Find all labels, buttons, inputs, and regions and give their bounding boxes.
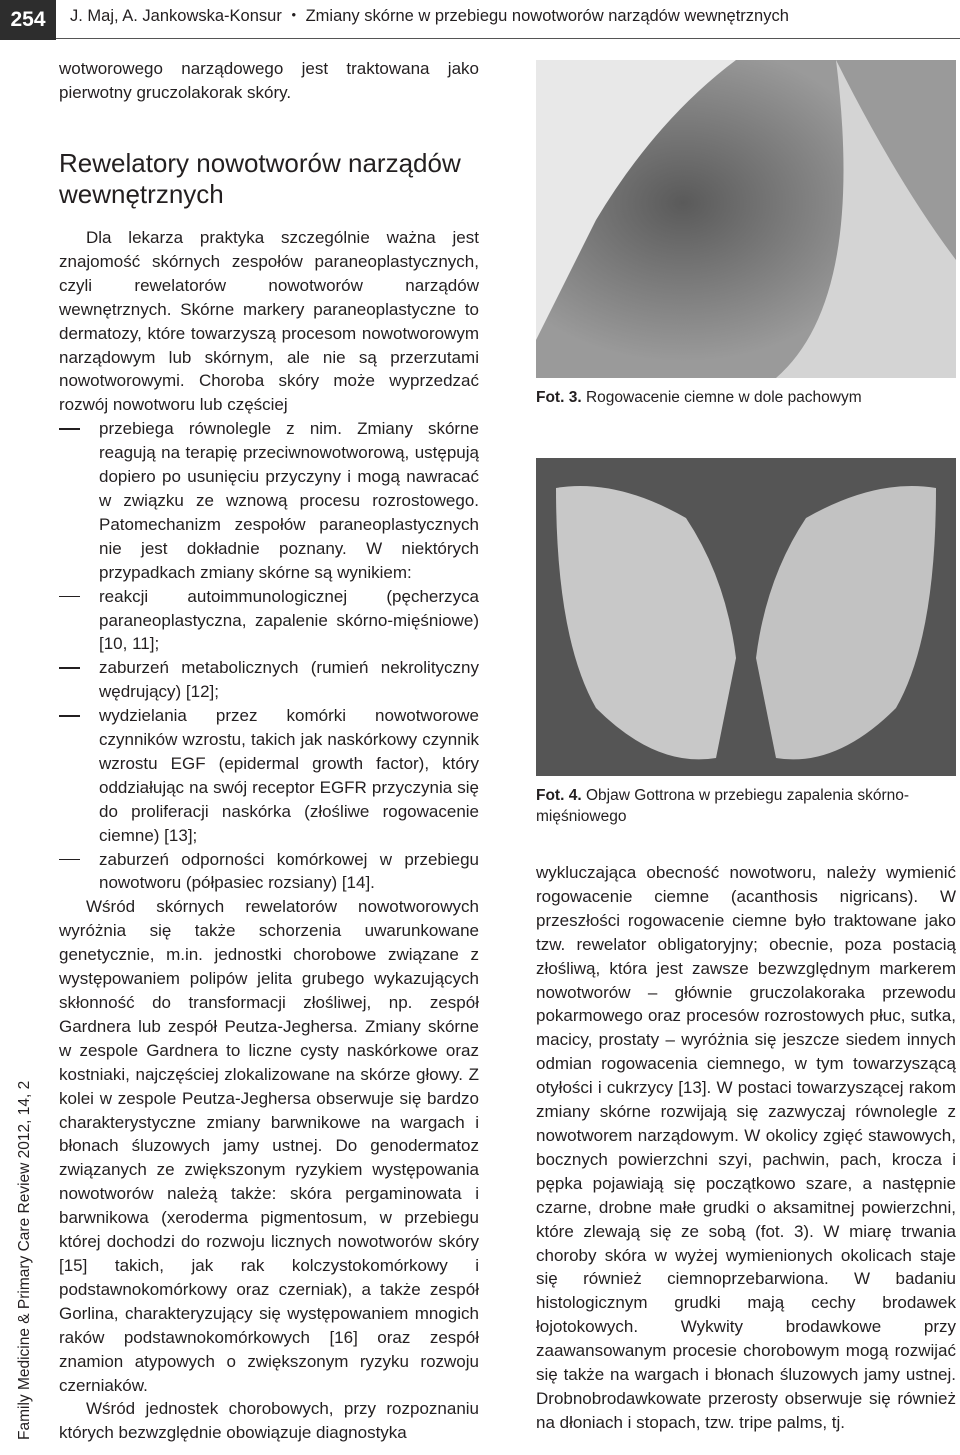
list-item: wydzielania przez komórki nowotworowe czynników wzrostu, takich jak naskórkowy czynnik wzrostu EGF (epidermal growth factor), który oddziałując na swój receptor EGFR przyczynia się do proliferacji naskórka (złośliwe rogowacenie ciemne) [13];: [59, 704, 479, 847]
dash-continuation: [59, 417, 479, 584]
figure-4-caption: [536, 785, 956, 827]
section-heading: Rewelatory nowotworów narządów wewnętrznych: [59, 148, 461, 209]
axilla-photo-placeholder: [536, 60, 956, 378]
left-body: [59, 226, 479, 1445]
dash-item: przebiega równolegle z nim. Zmiany skórne reagują na terapię przeciwnowotworową, ustępują dopiero po usunięciu przyczyny i mogą nawracać w związku ze wznową procesu rozrostowego. Patomechanizm zespołów paraneoplastycznych nie jest dokładnie poznany. W niektórych przypadkach zmiany skórne są wynikiem:: [59, 417, 479, 584]
page-number: 254: [0, 0, 56, 40]
body-paragraph: wykluczająca obecność nowotworu, należy wymienić rogowacenie ciemne (acanthosis nigricans). W przeszłości rogowacenie ciemne było traktowane jako tzw. rewelator obligatoryjny; obecnie, poza postacią złośliwą, która jest zawsze bezwzględnym markerem nowotworów – głównie gruczolakoraka przewodu pokarmowego oraz procesów rozrostowych płuc, sutka, macicy, prostaty – wyróżnia się jeszcze siedem innych odmian rogowacenia ciemnego, w tym towarzyszącą otyłości i cukrzycy [13]. W postaci towarzyszącej rakom zmiany skórne rozwijają się zazwyczaj równolegle z nowotworem narządowym. W okolicy zgięć stawowych, bocznych powierzchni szyi, pachwin, pach, krocza i pępka pojawiają się początkowo szare, a następnie czarne, drobne małe grudki o aksamitnej powierzchni, które zlewają się ze sobą (fot. 3). W miarę trwania choroby skóra w wyżej wymienionych okolicach staje się również ciemnoprzebarwiona. W badaniu histologicznym grudki mają cechy brodawek łojotokowych. Wykwity brodawkowe przy zaawansowanym procesie chorobowym mogą rozwijać się także na wargach i błonach śluzowych jamy ustnej. Drobnobrodawkowate przerosty obserwuje się również na dłoniach i stopach, tzw. tripe palms, tj.: [536, 863, 956, 1432]
figure-3-caption: [536, 387, 956, 408]
body-paragraph: Dla lekarza praktyka szczególnie ważna jest znajomość skórnych zespołów paraneoplastycznych, czyli rewelatorów nowotworów narządów wewnętrznych. Skórne markery paraneoplastyczne to dermatozy, które towarzyszą procesom nowotworowym narządowym lub skórnym, ale nie są przerzutami nowotworowymi. Choroba skóry może wyprzedzać rozwój nowotworu lub częściej: [59, 228, 479, 415]
header-rule: [56, 38, 960, 39]
running-head-title: Zmiany skórne w przebiegu nowotworów narządów wewnętrznych: [305, 7, 789, 25]
figure-4-label: Fot. 4.: [536, 787, 582, 804]
lead-paragraph: [59, 57, 479, 105]
running-head: [70, 7, 789, 26]
page-header: [0, 0, 960, 40]
running-head-authors: J. Maj, A. Jankowska-Konsur: [70, 7, 282, 25]
list-item: zaburzeń odporności komórkowej w przebiegu nowotworu (półpasiec rozsiany) [14].: [59, 848, 479, 896]
journal-sidebar: Family Medicine & Primary Care Review 2012, 14, 2: [16, 1080, 33, 1440]
lead-text: wotworowego narządowego jest traktowana jako pierwotny gruczolakorak skóry.: [59, 59, 479, 102]
figure-4-caption-text: Objaw Gottrona w przebiegu zapalenia skórno-mięśniowego: [536, 787, 910, 825]
figure-3-photo: [536, 60, 956, 378]
figure-4-photo: [536, 458, 956, 776]
running-head-separator: •: [291, 7, 296, 22]
list-item: reakcji autoimmunologicznej (pęcherzyca paraneoplastyczna, zapalenie skórno-mięśniowe) [10, 11];: [59, 585, 479, 657]
list-item: zaburzeń metabolicznych (rumień nekrolityczny wędrujący) [12];: [59, 656, 479, 704]
body-paragraph: Wśród skórnych rewelatorów nowotworowych wyróżnia się także schorzenia uwarunkowane genetycznie, m.in. jednostki chorobowe związane z występowaniem polipów jelita grubego wykazujących skłonność do transformacji złośliwej, np. zespół Gardnera lub zespół Peutza-Jeghersa. Zmiany skórne w zespole Gardnera to liczne cysty naskórkowe oraz kostniaki, najczęściej zlokalizowane na skórze głowy. Z kolei w zespole Peutza-Jeghersa obserwuje się bardzo charakterystyczne zmiany barwnikowe na wargach i błonach śluzowych jamy ustnej. Do genodermatoz związanych ze zwiększonym ryzykiem występowania nowotworów należą także: skóra pergaminowata i barwnikowa (xeroderma pigmentosum, w przebiegu której dochodzi do rozwoju licznych nowotworów skóry [15] takich, jak rak kolczystokomórkowy i podstawnokomórkowy oraz czerniak), a także zespół Gorlina, charakteryzujący się występowaniem mnogich raków podstawnokomórkowych [16] oraz zespół znamion atypowych o zwiększonym ryzyku rozwoju czerniaków.: [59, 897, 479, 1395]
figure-3-label: Fot. 3.: [536, 389, 582, 406]
body-paragraph: Wśród jednostek chorobowych, przy rozpoznaniu których bezwzględnie obowiązuje diagnostyka: [59, 1399, 479, 1443]
mechanism-list: [59, 585, 479, 896]
hands-photo-placeholder: [536, 458, 956, 776]
right-body: [536, 861, 956, 1435]
figure-3-caption-text: Rogowacenie ciemne w dole pachowym: [585, 389, 862, 406]
